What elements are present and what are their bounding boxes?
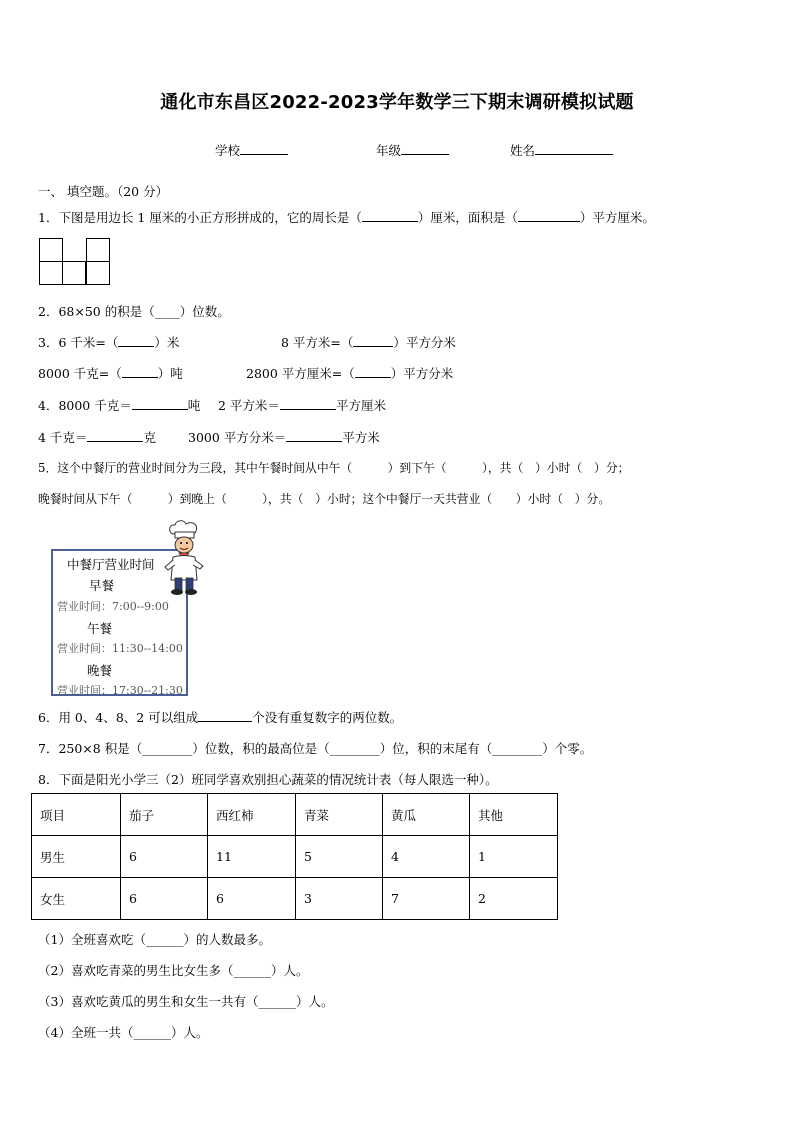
q3b-left-unit: ）吨 bbox=[157, 366, 183, 381]
q4a-left-unit: 吨 bbox=[187, 398, 201, 413]
q6-text-a: 6．用 0、4、8、2 可以组成 bbox=[38, 710, 199, 725]
table-cell: 5 bbox=[296, 836, 383, 878]
q4a-left-text: 4．8000 千克＝ bbox=[38, 398, 132, 413]
table-cell: 6 bbox=[121, 878, 208, 920]
table-cell: 女生 bbox=[32, 878, 121, 920]
question-3b-right bbox=[246, 364, 453, 382]
q1-blank-a bbox=[362, 209, 418, 222]
square-cell bbox=[39, 238, 63, 262]
table-cell: 7 bbox=[383, 878, 470, 920]
question-4a-right bbox=[218, 396, 386, 414]
table-cell: 2 bbox=[470, 878, 558, 920]
q3a-left-unit: ）米 bbox=[154, 335, 180, 350]
q4b-right-unit: 平方米 bbox=[342, 430, 380, 445]
section-heading: 一、 填空题。（20 分） bbox=[38, 184, 169, 199]
grade-field bbox=[376, 141, 449, 159]
square-cell bbox=[86, 238, 110, 262]
q6-text-b: 个没有重复数字的两位数。 bbox=[252, 710, 403, 725]
school-label: 学校 bbox=[215, 143, 241, 158]
q3b-left-blank bbox=[122, 365, 158, 378]
name-field bbox=[510, 141, 613, 159]
q4b-right-blank bbox=[286, 429, 342, 442]
q6-blank bbox=[198, 709, 252, 722]
q1-blank-b bbox=[518, 209, 580, 222]
q3a-left-blank bbox=[118, 334, 154, 347]
sub-question-2: （2）喜欢吃青菜的男生比女生多（______）人。 bbox=[38, 963, 309, 978]
sub-question-1: （1）全班喜欢吃（______）的人数最多。 bbox=[38, 932, 271, 947]
chef-illustration bbox=[162, 520, 206, 596]
q4b-left-text: 4 千克＝ bbox=[38, 430, 88, 445]
dinner-label: 晚餐 bbox=[87, 663, 113, 678]
sub-question-3: （3）喜欢吃黄瓜的男生和女生一共有（______）人。 bbox=[38, 994, 334, 1009]
table-cell: 6 bbox=[121, 836, 208, 878]
grade-blank bbox=[401, 142, 449, 155]
question-3b-left bbox=[38, 364, 183, 382]
q1-text-b: ）厘米，面积是（ bbox=[417, 210, 518, 225]
table-header-cell: 其他 bbox=[470, 794, 558, 836]
sign-heading: 中餐厅营业时间 bbox=[67, 557, 155, 572]
q1-text-c: ）平方厘米。 bbox=[579, 210, 655, 225]
table-cell: 4 bbox=[383, 836, 470, 878]
q3b-right-blank bbox=[355, 365, 391, 378]
question-4b-left bbox=[38, 428, 156, 446]
q3a-right-unit: ）平方分米 bbox=[393, 335, 456, 350]
square-cell bbox=[62, 261, 86, 285]
table-cell: 男生 bbox=[32, 836, 121, 878]
table-row bbox=[32, 878, 558, 920]
lunch-label: 午餐 bbox=[87, 621, 113, 636]
table-header-cell: 青菜 bbox=[296, 794, 383, 836]
q3b-right-unit: ）平方分米 bbox=[390, 366, 454, 381]
table-cell: 6 bbox=[208, 878, 296, 920]
grade-label: 年级 bbox=[376, 143, 402, 158]
question-8: 8．下面是阳光小学三（2）班同学喜欢别担心蔬菜的情况统计表（每人限选一种）。 bbox=[38, 772, 498, 787]
dinner-time: 营业时间：17:30--21:30 bbox=[57, 684, 183, 697]
question-5-line-1: 5．这个中餐厅的营业时间分为三段，其中午餐时间从中午（ ）到下午（ ），共（ ）小时（ ）分； bbox=[38, 461, 630, 475]
question-6 bbox=[38, 708, 402, 726]
breakfast-time: 营业时间：7:00--9:00 bbox=[57, 600, 169, 613]
q4a-right-text: 2 平方米＝ bbox=[218, 398, 280, 413]
q1-text-a: 1．下图是用边长 1 厘米的小正方形拼成的，它的周长是（ bbox=[38, 210, 362, 225]
table-cell: 3 bbox=[296, 878, 383, 920]
table-header-cell: 黄瓜 bbox=[383, 794, 470, 836]
table-header-cell: 西红柿 bbox=[208, 794, 296, 836]
q3a-right-blank bbox=[353, 334, 393, 347]
name-blank bbox=[535, 142, 613, 155]
q4b-left-unit: 克 bbox=[143, 430, 156, 445]
school-field bbox=[215, 141, 288, 159]
table-row bbox=[32, 836, 558, 878]
page-title: 通化市东昌区2022-2023学年数学三下期末调研模拟试题 bbox=[160, 92, 634, 113]
table-cell: 1 bbox=[470, 836, 558, 878]
question-4a-left bbox=[38, 396, 200, 414]
table-header-row bbox=[32, 794, 558, 836]
question-7: 7．250×8 积是（________）位数，积的最高位是（________）位，积的末尾有（________）个零。 bbox=[38, 741, 593, 756]
q4a-right-unit: 平方厘米 bbox=[335, 398, 386, 413]
q4b-right-text: 3000 平方分米＝ bbox=[188, 430, 287, 445]
question-3a-left bbox=[38, 333, 179, 351]
question-4b-right bbox=[188, 428, 380, 446]
table-cell: 11 bbox=[208, 836, 296, 878]
q3b-left-text: 8000 千克=（ bbox=[38, 366, 122, 381]
question-5-line-2: 晚餐时间从下午（ ）到晚上（ ），共（ ）小时；这个中餐厅一天共营业（ ）小时（ ）分。 bbox=[38, 492, 611, 506]
square-cell bbox=[86, 261, 110, 285]
vegetable-stats-table bbox=[31, 793, 558, 920]
school-blank bbox=[240, 142, 288, 155]
q3a-left-text: 3．6 千米=（ bbox=[38, 335, 119, 350]
question-3a-right bbox=[281, 333, 456, 351]
square-cell bbox=[39, 261, 63, 285]
question-2: 2．68×50 的积是（____）位数。 bbox=[38, 304, 230, 319]
lunch-time: 营业时间：11:30--14:00 bbox=[57, 642, 183, 655]
question-1 bbox=[38, 208, 655, 226]
q3a-right-text: 8 平方米=（ bbox=[281, 335, 354, 350]
sub-question-4: （4）全班一共（______）人。 bbox=[38, 1025, 209, 1040]
table-header-cell: 茄子 bbox=[121, 794, 208, 836]
name-label: 姓名 bbox=[510, 143, 536, 158]
q4a-right-blank bbox=[280, 397, 336, 410]
q3b-right-text: 2800 平方厘米=（ bbox=[246, 366, 355, 381]
table-header-cell: 项目 bbox=[32, 794, 121, 836]
breakfast-label: 早餐 bbox=[89, 578, 115, 593]
q4a-left-blank bbox=[132, 397, 188, 410]
q4b-left-blank bbox=[87, 429, 143, 442]
